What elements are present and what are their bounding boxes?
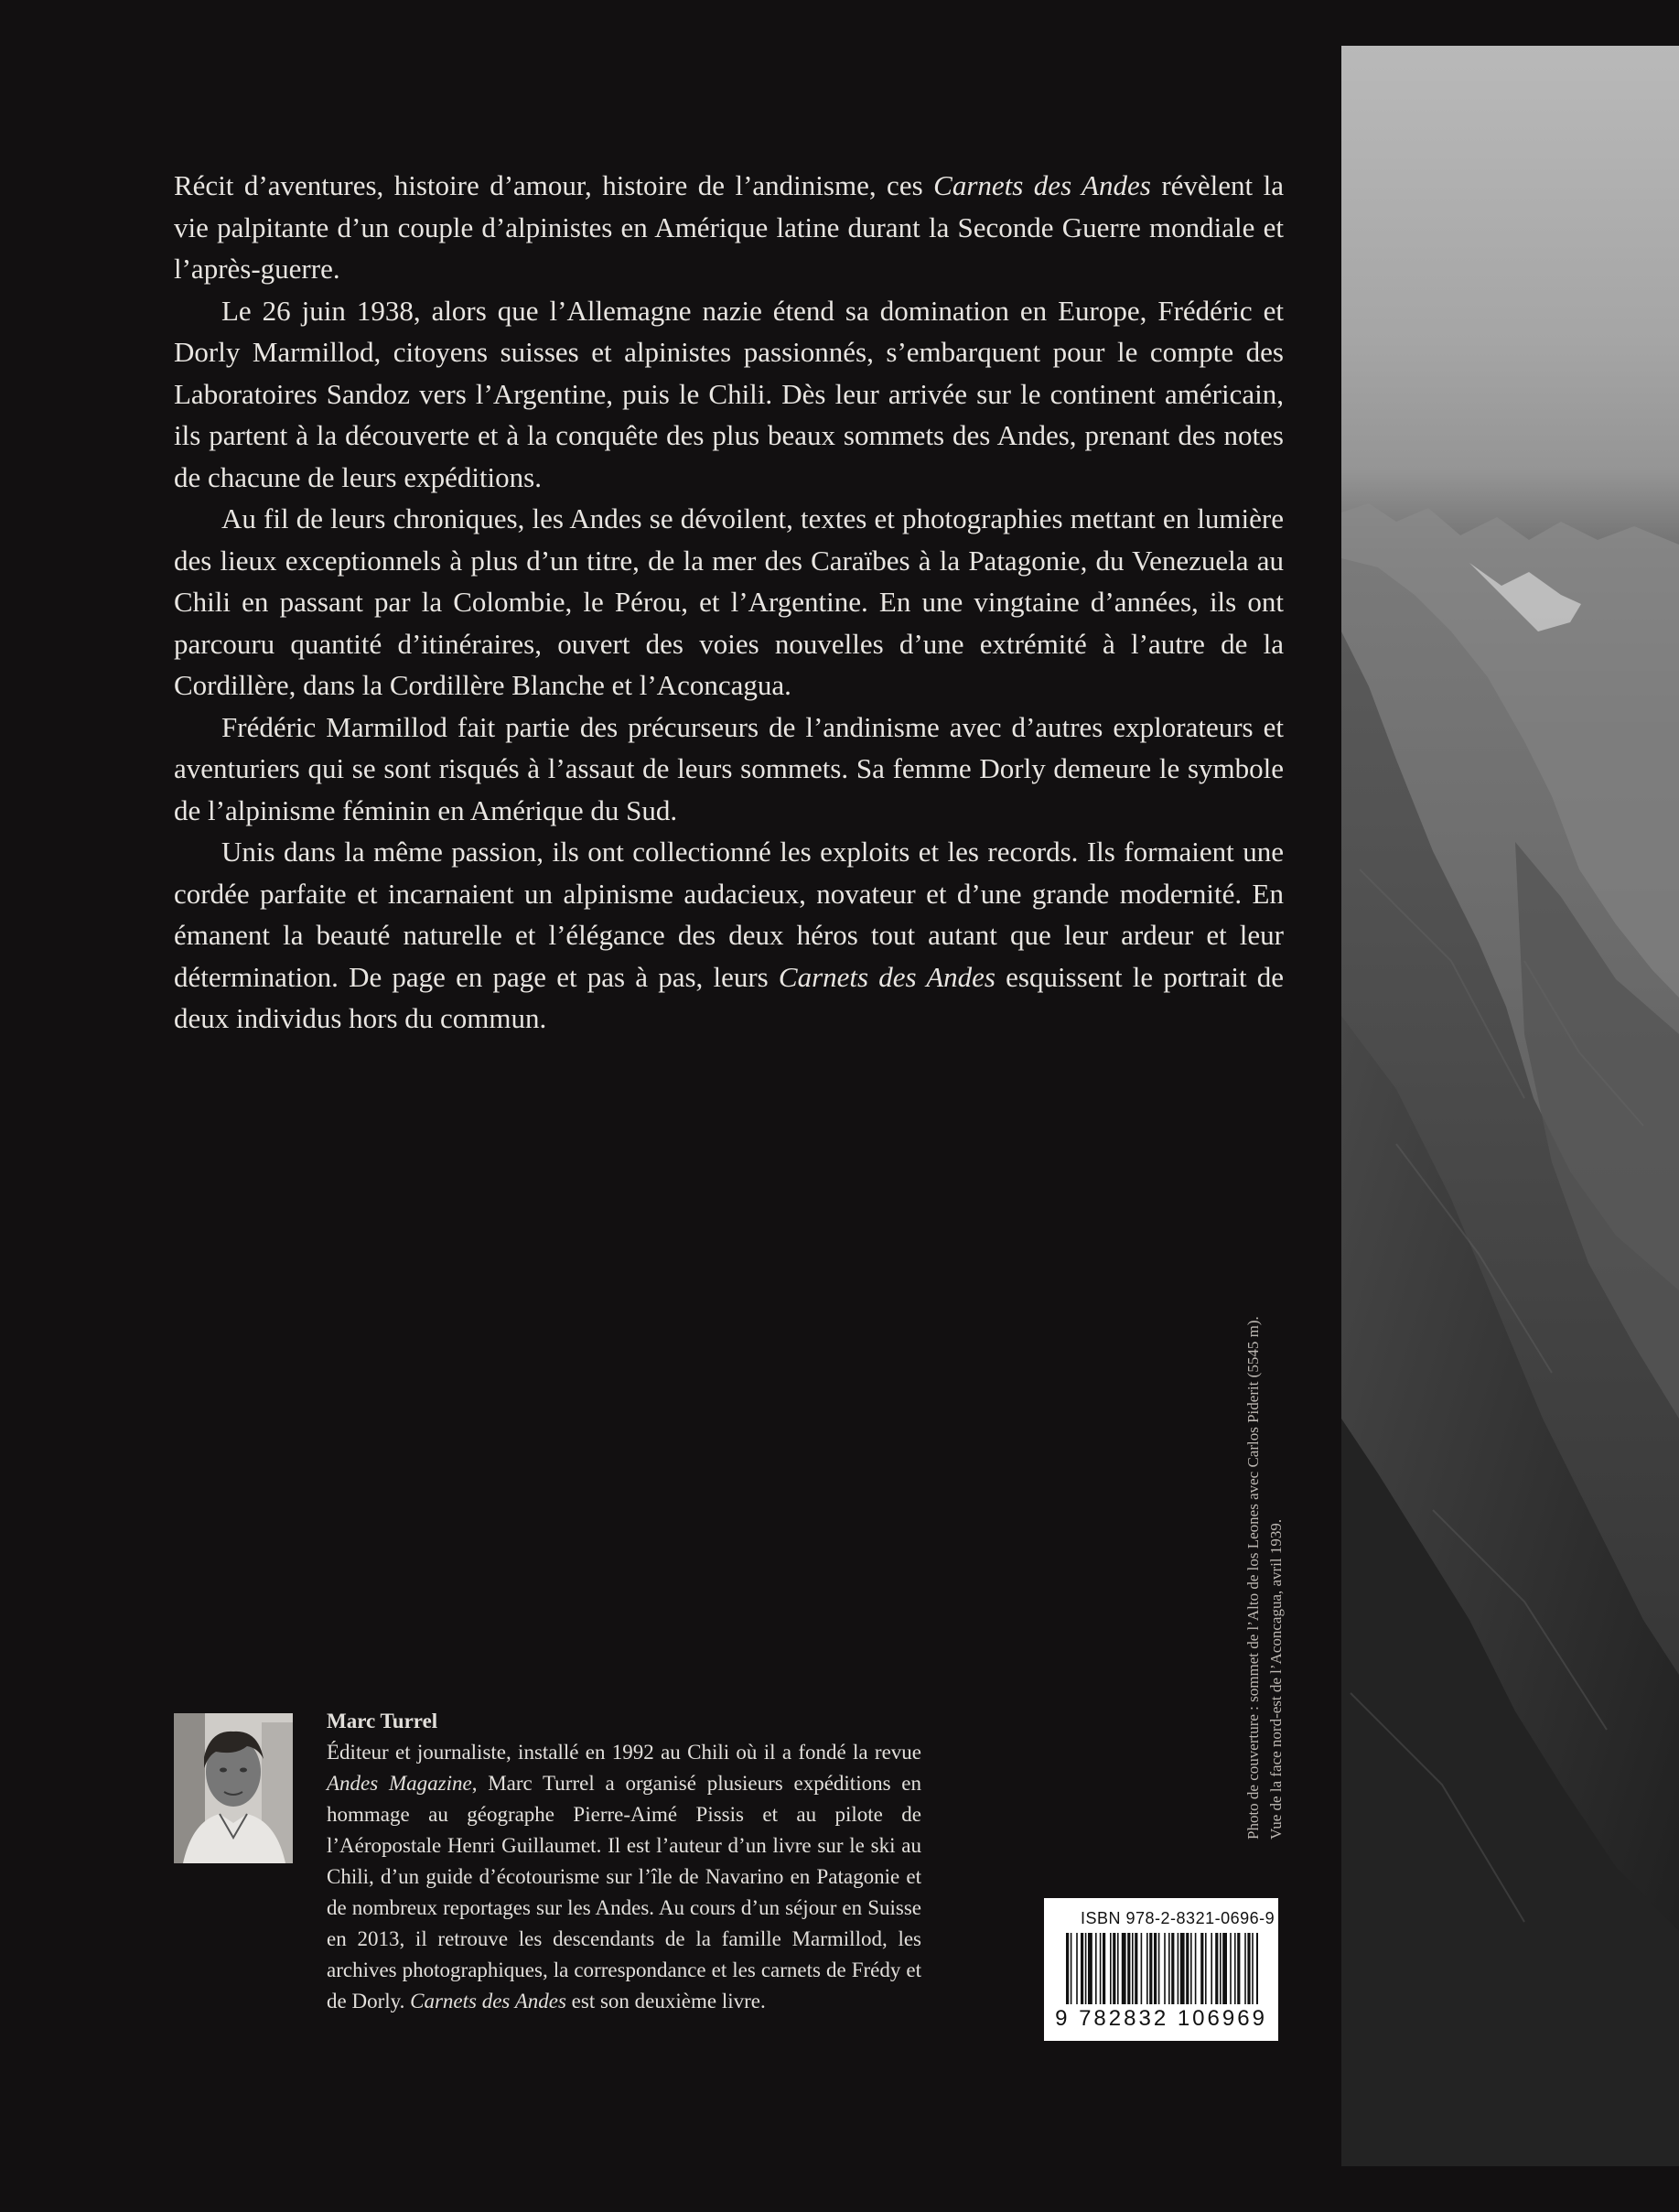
barcode-bar	[1103, 1933, 1105, 2004]
author-bio	[327, 1706, 921, 2017]
blurb-paragraph-5: Unis dans la même passion, ils ont collectionné les exploits et les records. Ils formaient une cordée parfaite et incarnaient un alpinisme audacieux, novateur et d’une grande modernité. En émanent la beauté naturelle et l’élégance des deux héros tout autant que leur ardeur et leur détermination. De page en page et pas à pas, leurs Carnets des Andes esquissent le portrait de deux individus hors du commun.	[174, 836, 1285, 1034]
blurb-paragraph-3: Au fil de leurs chroniques, les Andes se dévoilent, textes et photographies mettant en lumière des lieux exceptionnels à plus d’un titre, de la mer des Caraïbes à la Patagonie, du Venezuela au Chili en passant par la Colombie, le Pérou, et l’Argentine. En une vingtaine d’années, ils ont parcouru quantité d’itinéraires, ouvert des voies nouvelles d’une extrémité à l’autre de la Cordillère, dans la Cordillère Blanche et l’Aconcagua.	[174, 502, 1284, 701]
barcode-bar	[1071, 1933, 1072, 2004]
barcode-bar	[1205, 1933, 1207, 2004]
barcode-bar	[1095, 1933, 1097, 2004]
barcode-bar	[1154, 1933, 1157, 2004]
barcode-bar	[1220, 1933, 1222, 2004]
barcode-bar	[1168, 1933, 1170, 2004]
barcode-icon	[1066, 1933, 1258, 2004]
barcode-bar	[1244, 1933, 1246, 2004]
barcode-bar	[1247, 1933, 1250, 2004]
barcode-bar	[1252, 1933, 1254, 2004]
photo-caption	[1242, 1225, 1287, 1840]
isbn-label: ISBN 978-2-8321-0696-9	[1081, 1909, 1275, 1927]
book-title: Carnets des Andes	[933, 169, 1151, 201]
author-portrait-image	[174, 1713, 293, 1863]
barcode-bar	[1117, 1933, 1119, 2004]
barcode-bar	[1146, 1933, 1148, 2004]
barcode-bar	[1190, 1933, 1192, 2004]
barcode-bar	[1195, 1933, 1197, 2004]
barcode-bar	[1122, 1933, 1126, 2004]
barcode-bar	[1081, 1933, 1083, 2004]
blurb-paragraph-4: Frédéric Marmillod fait partie des précurseurs de l’andinisme avec d’autres explorateurs et aventuriers qui se sont risqués à l’assaut de leurs sommets. Sa femme Dorly demeure le symbole de l’alpinisme féminin en Amérique du Sud.	[174, 710, 1284, 826]
barcode-bar	[1222, 1933, 1227, 2004]
caption-line-2: Vue de la face nord-est de l’Aconcagua, avril 1939.	[1267, 1518, 1285, 1840]
mountain-landscape-photo	[1341, 46, 1679, 2166]
barcode-bar	[1158, 1933, 1160, 2004]
barcode-bar	[1164, 1933, 1166, 2004]
magazine-title: Andes Magazine	[327, 1772, 472, 1795]
barcode-bar	[1113, 1933, 1115, 2004]
book-title: Carnets des Andes	[410, 1990, 566, 2012]
barcode-bar	[1088, 1933, 1092, 2004]
barcode-bar	[1180, 1933, 1185, 2004]
book-title: Carnets des Andes	[778, 960, 996, 993]
barcode-bar	[1066, 1933, 1069, 2004]
barcode-bar	[1256, 1933, 1258, 2004]
barcode-bar	[1215, 1933, 1218, 2004]
barcode-bar	[1230, 1933, 1232, 2004]
caption-line-1: Photo de couverture : sommet de l’Alto de los Leones avec Carlos Piderit (5545 m).	[1244, 1316, 1262, 1840]
author-bio-text: Éditeur et journaliste, installé en 1992 au Chili où il a fondé la revue Andes Magazine, Marc Turrel a organisé plusieurs expéditions en hommage au géographe Pierre-Aimé Pissis et au pilote de l’Aéropostale Henri Guillaumet. Il est l’auteur d’un livre sur le ski au Chili, d’un guide d’écotourisme sur l’île de Navarino en Patagonie et de nombreux reportages sur les Andes. Au cours d’un séjour en Suisse en 2013, il retrouve les descendants de la famille Marmillod, les archives photographiques, la correspondance et les carnets de Frédy et de Dorly. Carnets des Andes est son deuxième livre.	[327, 1741, 922, 2012]
barcode-bar	[1211, 1933, 1212, 2004]
barcode-digits: 9 782832 106969	[1055, 2006, 1267, 2031]
blurb-text	[174, 165, 1284, 1040]
barcode-bar	[1076, 1933, 1078, 2004]
barcode-bar	[1127, 1933, 1130, 2004]
barcode-bar	[1135, 1933, 1137, 2004]
blurb-paragraph-1: Récit d’aventures, histoire d’amour, histoire de l’andinisme, ces Carnets des Andes révèlent la vie palpitante d’un couple d’alpinistes en Amérique latine durant la Seconde Guerre mondiale et l’après-guerre.	[174, 169, 1285, 285]
barcode-bar	[1132, 1933, 1134, 2004]
barcode-bar	[1186, 1933, 1189, 2004]
barcode-bar	[1085, 1933, 1087, 2004]
author-portrait-photo	[174, 1713, 293, 1863]
barcode-bar	[1237, 1933, 1240, 2004]
barcode-bar	[1141, 1933, 1143, 2004]
barcode-bar	[1200, 1933, 1203, 2004]
barcode-bar	[1100, 1933, 1102, 2004]
barcode-bar	[1178, 1933, 1179, 2004]
isbn-barcode	[1044, 1898, 1278, 2041]
mountain-landscape-image	[1341, 46, 1679, 2166]
barcode-bar	[1110, 1933, 1112, 2004]
barcode-bar	[1234, 1933, 1236, 2004]
blurb-paragraph-2: Le 26 juin 1938, alors que l’Allemagne nazie étend sa domination en Europe, Frédéric et Dorly Marmillod, citoyens suisses et alpinistes passionnés, s’embarquent pour le compte des Laboratoires Sandoz vers l’Argentine, puis le Chili. Dès leur arrivée sur le continent américain, ils partent à la découverte et à la conquête des plus beaux sommets des Andes, prenant des notes de chacune de leurs expéditions.	[174, 294, 1284, 493]
barcode-bar	[1171, 1933, 1174, 2004]
barcode-bar	[1149, 1933, 1152, 2004]
author-name: Marc Turrel	[327, 1710, 438, 1732]
